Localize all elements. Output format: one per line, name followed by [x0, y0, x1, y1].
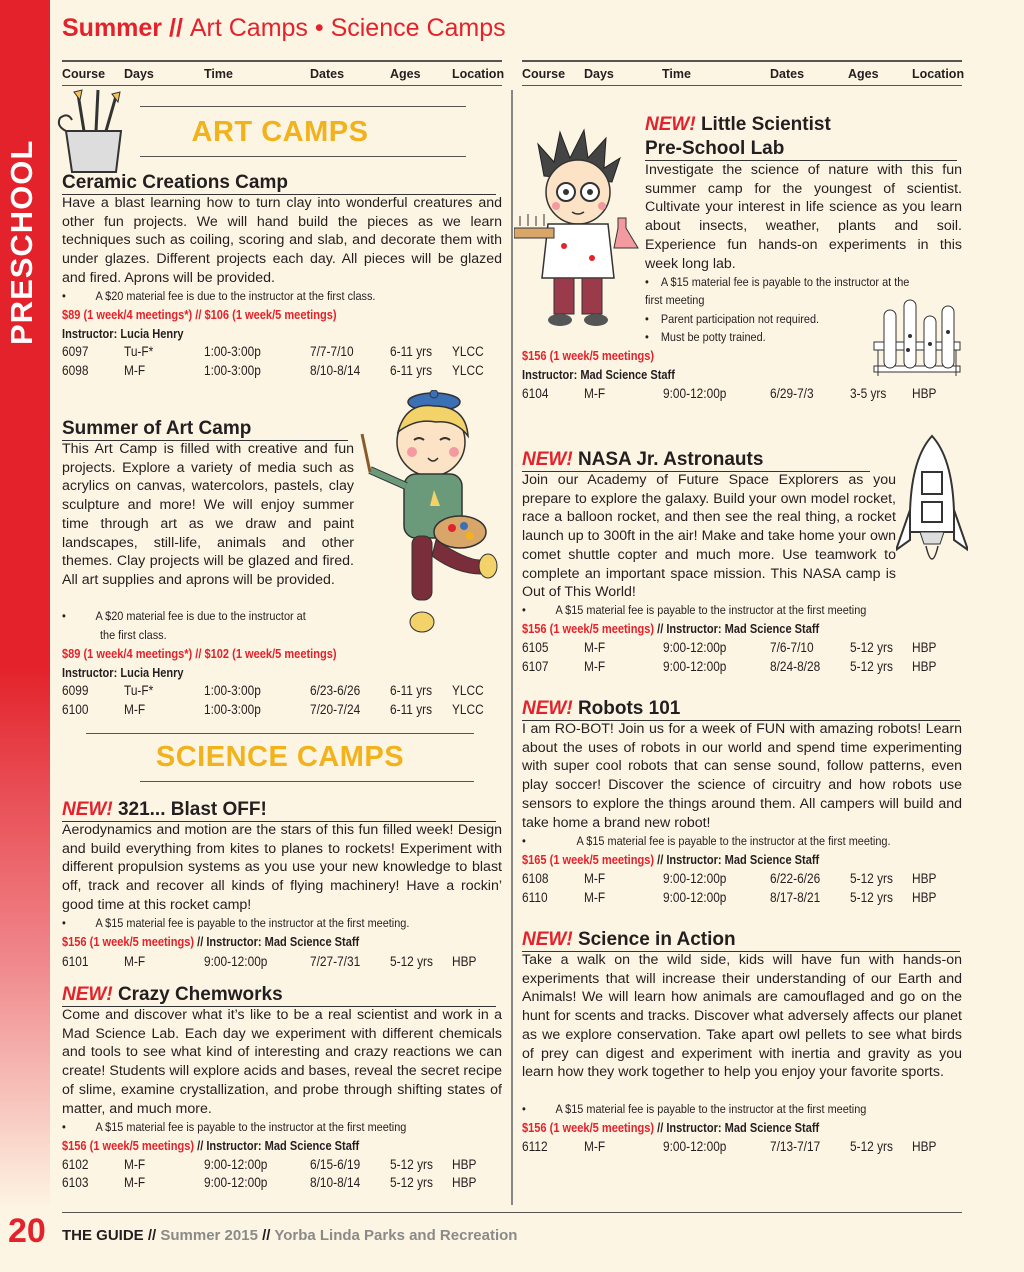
cell-time: 9:00-12:00p	[663, 1139, 727, 1154]
instructor-text: // Instructor: Mad Science Staff	[654, 621, 820, 636]
price-text: $156 (1 week/5 meetings)	[522, 621, 655, 636]
price-line	[522, 851, 819, 869]
cell-days: M-F	[124, 1175, 146, 1190]
course-title-robots	[522, 698, 960, 721]
cell-ages: 5-12 yrs	[850, 890, 893, 905]
cell-dates: 6/22-6/26	[770, 871, 821, 886]
info-bullet: • Must be potty trained.	[645, 330, 766, 344]
cell-ages: 5-12 yrs	[850, 871, 893, 886]
instructor-text: // Instructor: Mad Science Staff	[194, 934, 360, 949]
cell-days: Tu-F*	[124, 683, 154, 698]
table-row	[522, 385, 962, 403]
col-dates: Dates	[770, 67, 805, 81]
price-line	[62, 645, 337, 663]
footer-sep: //	[257, 1227, 275, 1244]
cell-course: 6107	[522, 659, 549, 674]
price-text: $165 (1 week/5 meetings)	[522, 852, 655, 867]
table-row	[62, 682, 502, 700]
cell-course: 6101	[62, 954, 89, 969]
cell-dates: 8/17-8/21	[770, 890, 821, 905]
bullet-text: A $15 material fee is payable to the instructor at the	[660, 275, 910, 289]
footer-season: Summer 2015	[160, 1227, 258, 1244]
sidebar-label: PRESCHOOL	[4, 139, 39, 345]
course-desc-summer-art: This Art Camp is filled with creative and fun projects. Explore a variety of media such as acrylics on canvas, watercolors, pastels, clay sculpture and more! We will enjoy summer time through art as we draw and paint landscapes, still-life, animals and other themes. Clay projects will be glazed and fired. All art supplies and aprons will be provided.	[62, 441, 354, 588]
table-row	[62, 701, 502, 719]
bullet-text: A $15 material fee is payable to the instructor at the first meeting.	[576, 834, 891, 848]
col-location: Location	[912, 67, 965, 81]
material-fee-bullet: • A $15 material fee is payable to the instructor at the first meeting.	[522, 834, 891, 848]
price-line	[62, 933, 359, 951]
new-badge: NEW!	[62, 984, 113, 1005]
bullet-text: Must be potty trained.	[660, 330, 766, 344]
cell-location: HBP	[912, 640, 937, 655]
course-title-text: NASA Jr. Astronauts	[577, 449, 764, 470]
cell-ages: 5-12 yrs	[390, 954, 433, 969]
course-title-ceramic: Ceramic Creations Camp	[62, 172, 496, 195]
section-title-science: SCIENCE CAMPS	[155, 741, 405, 773]
cell-days: M-F	[584, 640, 606, 655]
cell-ages: 5-12 yrs	[850, 640, 893, 655]
price-text: $156 (1 week/5 meetings)	[62, 934, 195, 949]
cell-dates: 7/13-7/17	[770, 1139, 821, 1154]
scientist-child-illustration	[514, 128, 648, 328]
col-time: Time	[204, 67, 233, 81]
col-days: Days	[124, 67, 154, 81]
table-row	[62, 1174, 502, 1192]
cell-course: 6097	[62, 344, 89, 359]
table-row	[62, 362, 502, 380]
course-desc-nasa: Join our Academy of Future Space Explorers as you prepare to explore the galaxy. Build your own model rocket, race a balloon rocket, and then see the real thing, a rocket launch up to 300ft in the air! Make and take home your own comet shuttle copter and much more. Use teamwork to complete an important space mission. This NASA camp is Out of This World!	[522, 472, 896, 601]
price-line	[522, 620, 819, 638]
page-title-sep: //	[162, 14, 190, 42]
course-title-text: Little Scientist	[700, 114, 831, 135]
cell-time: 1:00-3:00p	[204, 363, 261, 378]
cell-location: YLCC	[452, 702, 484, 717]
cell-days: M-F	[124, 954, 146, 969]
footer-guide: THE GUIDE	[62, 1227, 144, 1244]
course-title-science-action	[522, 929, 960, 952]
price-line	[62, 1137, 359, 1155]
table-row	[522, 889, 962, 907]
cell-days: M-F	[584, 659, 606, 674]
cell-days: M-F	[584, 890, 606, 905]
cell-dates: 7/20-7/24	[310, 702, 361, 717]
cell-dates: 7/7-7/10	[310, 344, 354, 359]
cell-location: HBP	[452, 954, 477, 969]
col-dates: Dates	[310, 67, 345, 81]
cell-ages: 5-12 yrs	[850, 1139, 893, 1154]
cell-days: M-F	[124, 702, 146, 717]
course-title-text: Crazy Chemworks	[117, 984, 283, 1005]
section-rule	[140, 106, 466, 107]
footer-sep: //	[143, 1227, 161, 1244]
cell-course: 6099	[62, 683, 89, 698]
course-desc-chemworks: Come and discover what it’s like to be a real scientist and work in a Mad Science Lab. Each day we experiment with different chemicals and tools to see what kind of interesting and crazy reactions we can create! Students will explore acids and bases, reveal the secret recipe of slime, examine crystallization, and probe through shifting states of matter, and much more.	[62, 1007, 502, 1117]
cell-time: 9:00-12:00p	[204, 954, 268, 969]
cell-course: 6103	[62, 1175, 89, 1190]
cell-location: HBP	[912, 659, 937, 674]
price-line	[522, 347, 654, 365]
rocket-illustration	[896, 432, 968, 602]
table-row	[522, 870, 962, 888]
cell-course: 6105	[522, 640, 549, 655]
cell-days: M-F	[584, 1139, 606, 1154]
instructor-line: Instructor: Lucia Henry	[62, 326, 184, 341]
page-title-topics: Art Camps • Science Camps	[189, 14, 506, 42]
cell-time: 9:00-12:00p	[204, 1175, 268, 1190]
cell-ages: 3-5 yrs	[850, 386, 887, 401]
cell-days: M-F	[124, 363, 146, 378]
cell-dates: 6/23-6/26	[310, 683, 361, 698]
section-rule	[86, 733, 474, 734]
price-line	[62, 306, 337, 324]
price-text: $89 (1 week/4 meetings*) // $102 (1 week/5 meetings)	[62, 646, 337, 661]
course-desc-blast-off: Aerodynamics and motion are the stars of this fun filled week! Design and build everything from kites to planes to rockets! Experiment with different propulsion systems as you use your new knowledge to blast off, track and recover all kinds of flying machinery! Have a rockin’ good time at this rocket camp!	[62, 822, 502, 913]
material-fee-bullet: • A $15 material fee is payable to the instructor at the first meeting	[522, 603, 867, 617]
col-location: Location	[452, 67, 505, 81]
column-divider	[511, 90, 513, 1205]
footer-org: Yorba Linda Parks and Recreation	[274, 1227, 518, 1244]
new-badge: NEW!	[522, 698, 573, 719]
cell-dates: 7/27-7/31	[310, 954, 361, 969]
new-badge: NEW!	[522, 449, 573, 470]
cell-days: M-F	[584, 871, 606, 886]
cell-time: 9:00-12:00p	[663, 890, 727, 905]
cell-time: 9:00-12:00p	[204, 1157, 268, 1172]
new-badge: NEW!	[645, 114, 696, 135]
course-title-summer-art: Summer of Art Camp	[62, 418, 348, 441]
cell-time: 9:00-12:00p	[663, 640, 727, 655]
material-fee-bullet: • A $15 material fee is payable to the instructor at the first meeting	[522, 1102, 867, 1116]
material-fee-bullet: • A $15 material fee is payable to the instructor at the first meeting.	[62, 916, 410, 930]
price-line	[522, 1119, 819, 1137]
cell-ages: 6-11 yrs	[390, 344, 433, 359]
table-row	[62, 343, 502, 361]
instructor-text: // Instructor: Mad Science Staff	[194, 1138, 360, 1153]
course-title-chemworks	[62, 984, 496, 1007]
price-text: $89 (1 week/4 meetings*) // $106 (1 week/5 meetings)	[62, 307, 337, 322]
course-title-little-scientist-line2: Pre-School Lab	[645, 138, 957, 161]
cell-course: 6110	[522, 890, 548, 905]
bullet-text: A $15 material fee is payable to the instructor at the first meeting.	[95, 916, 410, 930]
table-row	[62, 953, 502, 971]
cell-location: HBP	[452, 1175, 477, 1190]
course-title-text: 321... Blast OFF!	[117, 799, 267, 820]
material-fee-bullet: • A $15 material fee is payable to the instructor at the	[645, 275, 910, 289]
cell-dates: 7/6-7/10	[770, 640, 814, 655]
cell-location: YLCC	[452, 683, 484, 698]
course-title-text: Science in Action	[577, 929, 736, 950]
course-title-nasa	[522, 449, 870, 472]
test-tubes-illustration	[872, 296, 964, 378]
price-text: $156 (1 week/5 meetings)	[522, 348, 655, 363]
course-title-little-scientist	[645, 114, 831, 136]
cell-time: 9:00-12:00p	[663, 871, 727, 886]
course-desc-science-action: Take a walk on the wild side, kids will have fun with hands-on experiments that will increase their understanding of our Earth and Animals! We will learn how animals are camouflaged and go on the hunt for scents and tracks. Discover what adversely affects our planet as we explore conservation. Take apart owl pellets to see what birds of prey can digest and experiment with inertia and gravity as you learn how they work together to help you enjoy your favorite sports.	[522, 952, 962, 1081]
table-row	[62, 1156, 502, 1174]
col-ages: Ages	[848, 67, 879, 81]
bullet-text: A $20 material fee is due to the instructor at	[95, 609, 306, 623]
course-title-text: Robots 101	[577, 698, 681, 719]
cell-time: 1:00-3:00p	[204, 683, 261, 698]
cell-ages: 6-11 yrs	[390, 702, 433, 717]
cell-days: M-F	[584, 386, 606, 401]
course-desc-little-scientist: Investigate the science of nature with this fun summer camp for the youngest of scientist. Cultivate your interest in life science as you learn about insects, weather, plants and soil. Experience fun hands-on experiments in this week long lab.	[645, 162, 962, 272]
cell-time: 1:00-3:00p	[204, 344, 261, 359]
cell-time: 9:00-12:00p	[663, 659, 727, 674]
material-fee-bullet: • A $20 material fee is due to the instructor at the first class.	[62, 289, 376, 303]
cell-time: 9:00-12:00p	[663, 386, 727, 401]
cell-location: HBP	[452, 1157, 477, 1172]
cell-course: 6100	[62, 702, 89, 717]
cell-course: 6108	[522, 871, 549, 886]
cell-ages: 6-11 yrs	[390, 363, 433, 378]
col-course: Course	[62, 67, 106, 81]
instructor-line: Instructor: Mad Science Staff	[522, 367, 675, 382]
col-course: Course	[522, 67, 566, 81]
cell-dates: 6/29-7/3	[770, 386, 814, 401]
cell-course: 6098	[62, 363, 89, 378]
new-badge: NEW!	[522, 929, 573, 950]
table-row	[522, 658, 962, 676]
instructor-text: // Instructor: Mad Science Staff	[654, 1120, 820, 1135]
cell-course: 6102	[62, 1157, 89, 1172]
bullet-text: A $20 material fee is due to the instructor at the first class.	[95, 289, 376, 303]
cell-dates: 8/10-8/14	[310, 363, 361, 378]
cell-course: 6104	[522, 386, 549, 401]
cell-days: M-F	[124, 1157, 146, 1172]
price-text: $156 (1 week/5 meetings)	[522, 1120, 655, 1135]
cell-dates: 8/24-8/28	[770, 659, 821, 674]
info-bullet: • Parent participation not required.	[645, 312, 820, 326]
page-title-season: Summer	[62, 14, 163, 42]
col-ages: Ages	[390, 67, 421, 81]
cell-location: YLCC	[452, 363, 484, 378]
instructor-line: Instructor: Lucia Henry	[62, 665, 184, 680]
course-desc-robots: I am RO-BOT! Join us for a week of FUN with amazing robots! Learn about the uses of robots in our world and spend time experimenting with super cool robots that can sense sound, follow patterns, even play soccer! Discover the science of circuitry and how robots use sensors to explore the things around them. All campers will build and take home a brand new robot!	[522, 721, 962, 831]
page-number: 20	[8, 1212, 46, 1250]
cell-dates: 6/15-6/19	[310, 1157, 361, 1172]
instructor-text: // Instructor: Mad Science Staff	[654, 852, 820, 867]
new-badge: NEW!	[62, 799, 113, 820]
page-title	[62, 14, 506, 43]
footer-rule	[62, 1212, 962, 1213]
col-time: Time	[662, 67, 691, 81]
cell-ages: 6-11 yrs	[390, 683, 433, 698]
course-desc-ceramic: Have a blast learning how to turn clay into wonderful creatures and other fun projects. We will hand build the pieces as we learn techniques such as coiling, scoring and slab, and decorate them with under glazes. Different projects each day. All pieces will be glazed and fired. Aprons will be provided.	[62, 195, 502, 286]
bullet-text: A $15 material fee is payable to the instructor at the first meeting	[95, 1120, 407, 1134]
cell-dates: 8/10-8/14	[310, 1175, 361, 1190]
material-fee-bullet: • A $20 material fee is due to the instructor at	[62, 609, 306, 623]
cell-location: HBP	[912, 1139, 937, 1154]
cell-location: HBP	[912, 386, 937, 401]
cell-location: YLCC	[452, 344, 484, 359]
bullet-text: Parent participation not required.	[660, 312, 820, 326]
painter-child-illustration	[356, 390, 506, 638]
table-row	[522, 1138, 962, 1156]
material-fee-bullet: • A $15 material fee is payable to the instructor at the first meeting	[62, 1120, 407, 1134]
bullet-text: A $15 material fee is payable to the instructor at the first meeting	[555, 1102, 867, 1116]
cell-ages: 5-12 yrs	[390, 1175, 433, 1190]
paint-brush-cup-illustration	[56, 86, 136, 176]
material-fee-bullet-cont: first meeting	[645, 293, 705, 307]
cell-days: Tu-F*	[124, 344, 154, 359]
cell-ages: 5-12 yrs	[850, 659, 893, 674]
cell-time: 1:00-3:00p	[204, 702, 261, 717]
col-days: Days	[584, 67, 614, 81]
section-rule	[140, 781, 474, 782]
section-rule	[140, 156, 466, 157]
course-title-blast-off	[62, 799, 496, 822]
cell-location: HBP	[912, 871, 937, 886]
section-title-art: ART CAMPS	[191, 116, 369, 148]
column-header-right	[522, 60, 965, 86]
column-header-left	[62, 60, 505, 86]
material-fee-bullet-cont: the first class.	[100, 628, 167, 642]
table-row	[522, 639, 962, 657]
cell-ages: 5-12 yrs	[390, 1157, 433, 1172]
cell-location: HBP	[912, 890, 937, 905]
cell-course: 6112	[522, 1139, 548, 1154]
bullet-text: A $15 material fee is payable to the instructor at the first meeting	[555, 603, 867, 617]
price-text: $156 (1 week/5 meetings)	[62, 1138, 195, 1153]
footer	[62, 1227, 517, 1244]
